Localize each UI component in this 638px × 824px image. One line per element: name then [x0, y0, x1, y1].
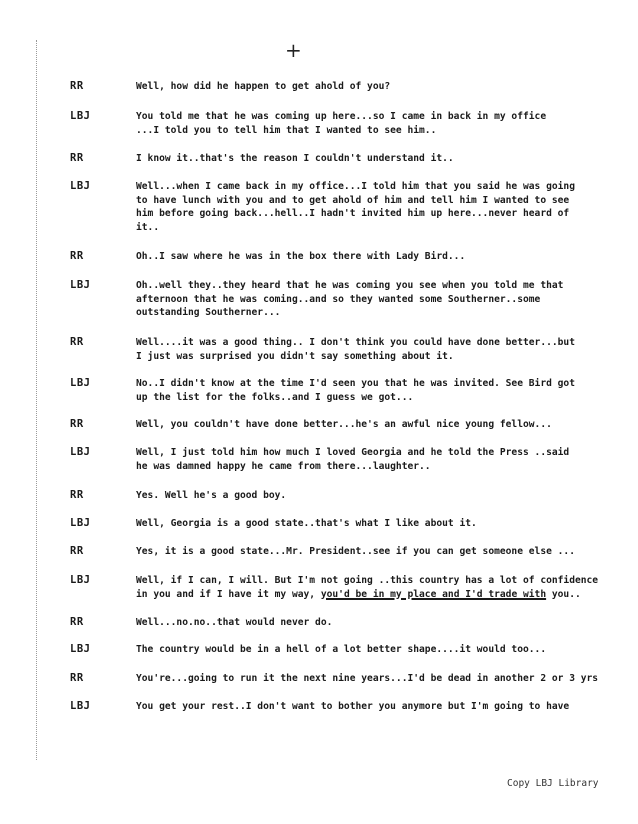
dialogue-text — [136, 574, 628, 601]
dialogue-text-end: you.. — [546, 588, 581, 600]
speaker-label: RR — [70, 418, 84, 430]
dialogue-text: No..I didn't know at the time I'd seen you that he was invited. See Bird got up the list for the folks..and I guess we got... — [136, 378, 575, 403]
speaker-label: LBJ — [70, 517, 91, 529]
dialogue-text: Yes. Well he's a good boy. — [136, 490, 287, 501]
speaker-label: RR — [70, 616, 84, 628]
speaker-label: LBJ — [70, 700, 91, 712]
speaker-label: LBJ — [70, 180, 91, 192]
speaker-label: RR — [70, 152, 84, 164]
speaker-label: RR — [70, 80, 84, 92]
archive-footer: Copy LBJ Library — [507, 778, 599, 789]
speaker-label: LBJ — [70, 643, 91, 655]
speaker-label: RR — [70, 545, 84, 557]
speaker-label: LBJ — [70, 574, 91, 586]
speaker-label: RR — [70, 336, 84, 348]
speaker-label: LBJ — [70, 446, 91, 458]
speaker-label: RR — [70, 672, 84, 684]
left-margin-rule — [36, 40, 37, 760]
dialogue-text: You get your rest..I don't want to bother you anymore but I'm going to have — [136, 701, 570, 712]
speaker-label: RR — [70, 250, 84, 262]
margin-mark: + — [285, 38, 302, 62]
underlined-phrase: you'd be in my place and I'd trade with — [320, 588, 547, 600]
dialogue-text: You're...going to run it the next nine years...I'd be dead in another 2 or 3 yrs — [136, 673, 599, 684]
dialogue-text-start: Well, if I can, I will. But I'm not going ..this country has a lot of confidence in you and if I have it my way, — [136, 575, 599, 600]
speaker-label: LBJ — [70, 279, 91, 291]
speaker-label: RR — [70, 489, 84, 501]
dialogue-text: Oh..well they..they heard that he was coming you see when you told me that afternoon that he was coming..and so they wanted some Southerner..some outstanding Southerner... — [136, 280, 564, 318]
dialogue-text: The country would be in a hell of a lot better shape....it would too... — [136, 644, 547, 655]
dialogue-text: Well, I just told him how much I loved Georgia and he told the Press ..said he was damned happy he came from there...laughter.. — [136, 447, 570, 472]
dialogue-text: Well...when I came back in my office...I told him that you said he was going to have lunch with you and to get ahold of him and tell him I wanted to see him before going back...hell..I hadn't invited him up here...never heard of it.. — [136, 181, 575, 233]
dialogue-text: Yes, it is a good state...Mr. President..see if you can get someone else ... — [136, 546, 575, 557]
dialogue-text: Oh..I saw where he was in the box there with Lady Bird... — [136, 251, 466, 262]
dialogue-text: You told me that he was coming up here...so I came in back in my office ...I told you to tell him that I wanted to see him.. — [136, 111, 547, 136]
dialogue-text: Well, how did he happen to get ahold of you? — [136, 81, 391, 92]
dialogue-text: I know it..that's the reason I couldn't understand it.. — [136, 153, 454, 164]
dialogue-text: Well...no.no..that would never do. — [136, 617, 333, 628]
dialogue-text: Well, you couldn't have done better...he's an awful nice young fellow... — [136, 419, 552, 430]
dialogue-text: Well, Georgia is a good state..that's what I like about it. — [136, 518, 477, 529]
speaker-label: LBJ — [70, 377, 91, 389]
speaker-label: LBJ — [70, 110, 91, 122]
dialogue-text: Well....it was a good thing.. I don't think you could have done better...but I just was surprised you didn't say something about it. — [136, 337, 575, 362]
